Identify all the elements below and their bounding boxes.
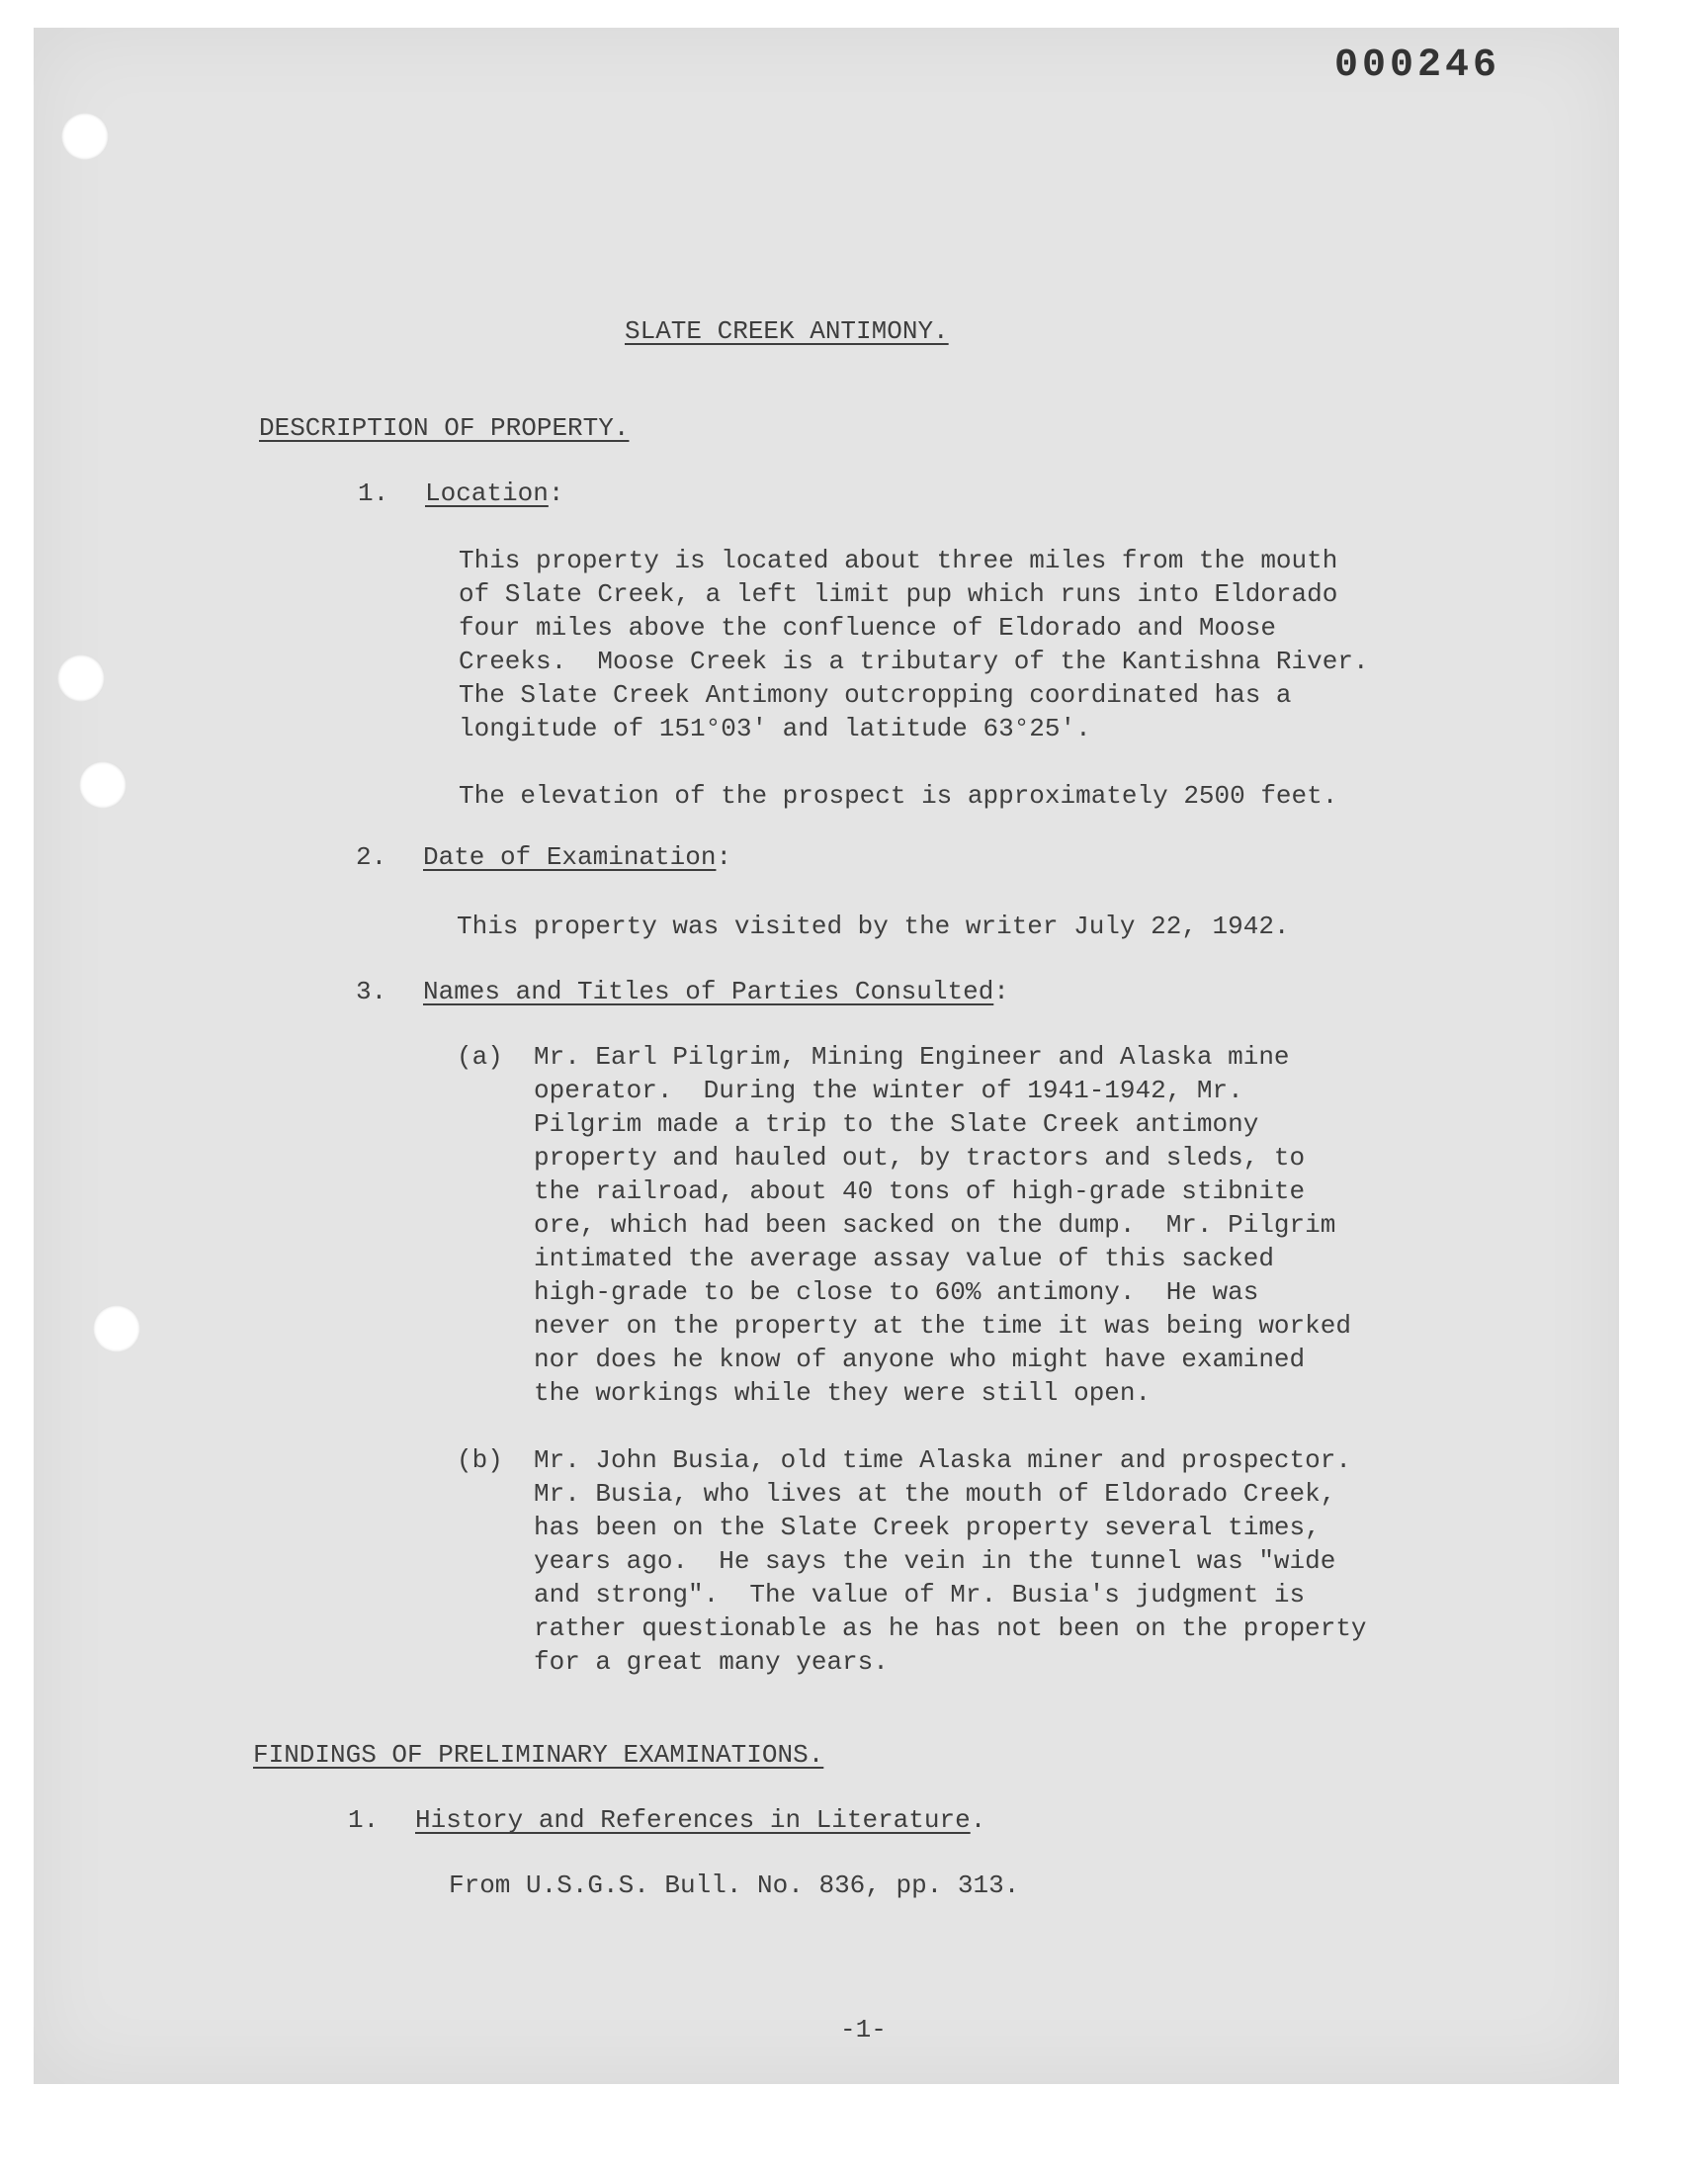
document-number: 000246 [1334, 44, 1501, 88]
item-label-suffix: : [716, 842, 732, 872]
item-number: 2. [356, 842, 387, 872]
item-label-suffix: : [993, 977, 1009, 1006]
reference-paragraph: From U.S.G.S. Bull. No. 836, pp. 313. [449, 1870, 1020, 1900]
item-label: Location [425, 478, 549, 508]
section-heading-description: DESCRIPTION OF PROPERTY. [259, 413, 630, 443]
item-heading-location [425, 477, 563, 510]
item-number: 1. [358, 478, 389, 508]
section-heading-findings: FINDINGS OF PRELIMINARY EXAMINATIONS. [253, 1740, 824, 1770]
elevation-paragraph: The elevation of the prospect is approximately 2500 feet. [459, 781, 1338, 811]
item-label: Names and Titles of Parties Consulted [423, 977, 994, 1006]
item-label: History and References in Literature [415, 1805, 971, 1835]
punch-hole [79, 761, 127, 809]
item-label-suffix: : [548, 478, 564, 508]
location-paragraph: This property is located about three miles from the mouth of Slate Creek, a left limit pup which runs into Eldorado four miles above the confluence of Eldorado and Moose Creeks. Moose Creek is a tributary of the Kantishna River. The Slate Creek Antimony outcropping coordinated has a longitude of 151°03' and latitude 63°25'. [459, 546, 1369, 743]
visit-paragraph: This property was visited by the writer July 22, 1942. [457, 912, 1290, 941]
item-heading-history [415, 1803, 985, 1837]
page-number: -1- [840, 2015, 887, 2044]
subitem-marker: (b) [457, 1445, 503, 1475]
item-label: Date of Examination [423, 842, 717, 872]
document-title: SLATE CREEK ANTIMONY. [625, 316, 949, 346]
punch-hole [57, 654, 105, 702]
subitem-text-busia: Mr. John Busia, old time Alaska miner and prospector. Mr. Busia, who lives at the mouth of Eldorado Creek, has been on the Slate Creek property several times, years ago. He says the vein in the tunnel was "wide and strong". The value of Mr. Busia's judgment is rather questionable as he has not been on the property for a great many years. [534, 1445, 1367, 1677]
subitem-text-pilgrim: Mr. Earl Pilgrim, Mining Engineer and Alaska mine operator. During the winter of 1941-1942, Mr. Pilgrim made a trip to the Slate Creek antimony property and hauled out, by tractors and sleds, to the railroad, about 40 tons of high-grade stibnite ore, which had been sacked on the dump. Mr. Pilgrim intimated the average assay value of this sacked high-grade to be close to 60% antimony. He was never on the property at the time it was being worked nor does he know of anyone who might have examined the workings while they were still open. [534, 1042, 1351, 1408]
item-number: 3. [356, 977, 387, 1006]
item-label-suffix: . [970, 1805, 986, 1835]
punch-hole [61, 113, 109, 160]
subitem-marker: (a) [457, 1042, 503, 1072]
item-number: 1. [348, 1805, 380, 1835]
document-page [34, 28, 1619, 2084]
punch-hole [93, 1305, 140, 1352]
item-heading-date [423, 840, 731, 874]
item-heading-parties [423, 975, 1009, 1008]
